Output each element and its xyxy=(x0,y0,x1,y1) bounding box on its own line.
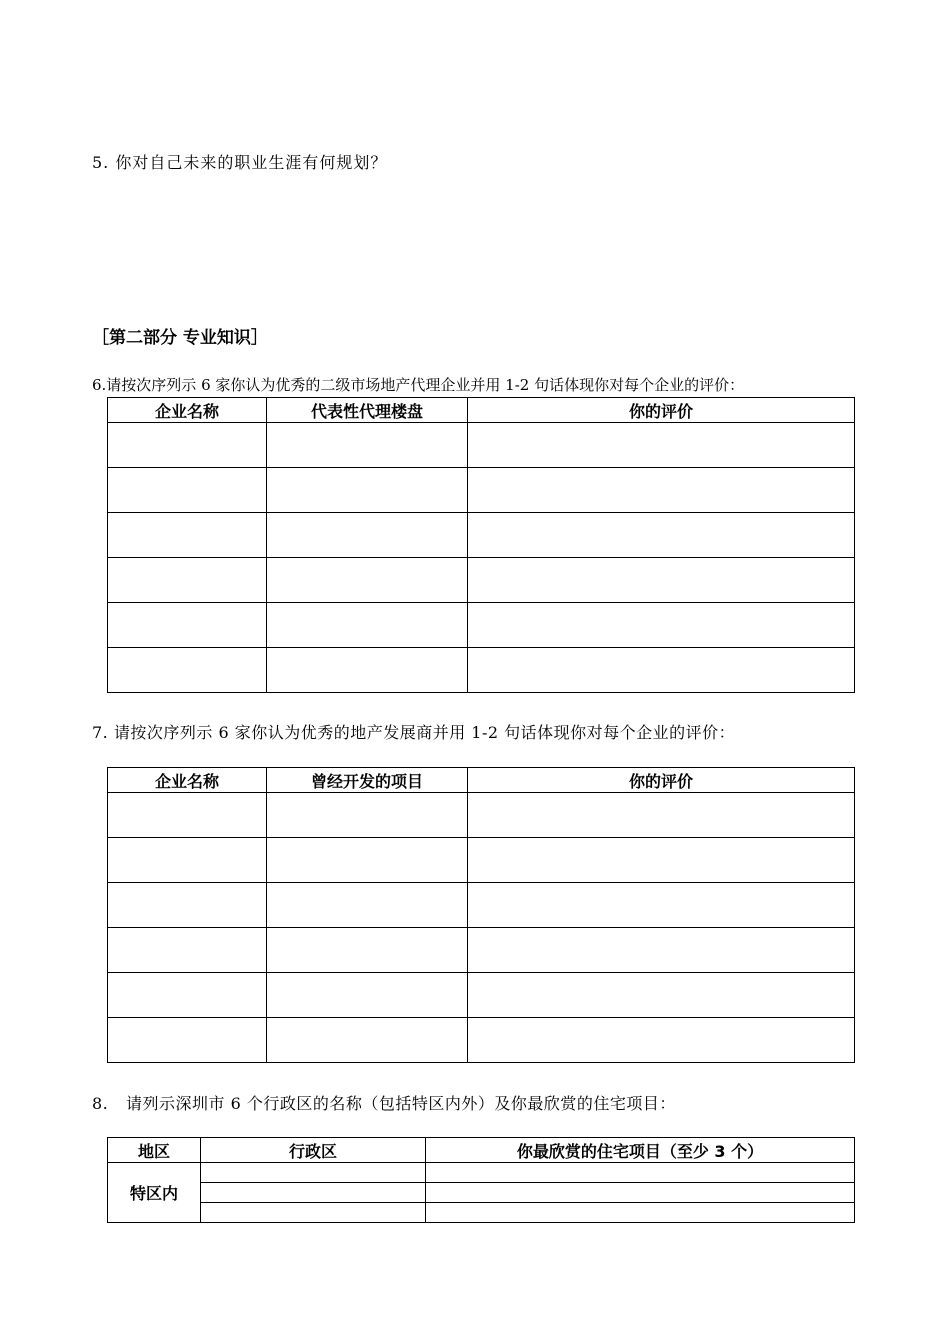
district-table xyxy=(107,1137,855,1223)
section-title: ［第二部分 专业知识］ xyxy=(92,328,268,348)
table-header-row xyxy=(108,768,855,793)
table-row xyxy=(108,1163,855,1183)
project-cell[interactable] xyxy=(267,1018,468,1063)
table-row xyxy=(108,423,855,468)
project-cell[interactable] xyxy=(267,838,468,883)
project-cell[interactable] xyxy=(267,513,468,558)
table-row xyxy=(108,928,855,973)
project-cell[interactable] xyxy=(267,928,468,973)
question-8-number: 8. xyxy=(92,1094,109,1113)
column-header-evaluation: 你的评价 xyxy=(468,398,855,423)
question-6: 6.请按次序列示 6 家你认为优秀的二级市场地产代理企业并用 1-2 句话体现你对每个企业的评价： xyxy=(92,376,745,394)
evaluation-cell[interactable] xyxy=(468,423,855,468)
evaluation-cell[interactable] xyxy=(468,648,855,693)
column-header-district: 行政区 xyxy=(201,1138,426,1163)
column-header-company: 企业名称 xyxy=(108,398,267,423)
project-cell[interactable] xyxy=(267,793,468,838)
column-header-region: 地区 xyxy=(108,1138,201,1163)
project-cell[interactable] xyxy=(267,423,468,468)
company-cell[interactable] xyxy=(108,793,267,838)
question-7: 7. 请按次序列示 6 家你认为优秀的地产发展商并用 1-2 句话体现你对每个企业的评价： xyxy=(92,723,736,742)
evaluation-cell[interactable] xyxy=(468,558,855,603)
project-cell[interactable] xyxy=(267,648,468,693)
project-cell[interactable] xyxy=(267,883,468,928)
project-cell[interactable] xyxy=(267,558,468,603)
district-cell[interactable] xyxy=(201,1163,426,1183)
agency-table xyxy=(107,397,855,693)
column-header-favorite-projects: 你最欣赏的住宅项目（至少 3 个） xyxy=(426,1138,855,1163)
evaluation-cell[interactable] xyxy=(468,838,855,883)
company-cell[interactable] xyxy=(108,973,267,1018)
evaluation-cell[interactable] xyxy=(468,513,855,558)
table-header-row xyxy=(108,398,855,423)
favorite-projects-cell[interactable] xyxy=(426,1183,855,1203)
company-cell[interactable] xyxy=(108,603,267,648)
table-row xyxy=(108,468,855,513)
column-header-company: 企业名称 xyxy=(108,768,267,793)
table-row xyxy=(108,1018,855,1063)
table-row xyxy=(108,793,855,838)
company-cell[interactable] xyxy=(108,928,267,973)
table-row xyxy=(108,1183,855,1203)
column-header-project: 代表性代理楼盘 xyxy=(267,398,468,423)
question-5: 5. 你对自己未来的职业生涯有何规划？ xyxy=(92,153,388,172)
table-row xyxy=(108,603,855,648)
evaluation-cell[interactable] xyxy=(468,928,855,973)
project-cell[interactable] xyxy=(267,468,468,513)
region-cell: 特区内 xyxy=(108,1163,201,1223)
project-cell[interactable] xyxy=(267,973,468,1018)
question-8-text: 请列示深圳市 6 个行政区的名称（包括特区内外）及你最欣赏的住宅项目： xyxy=(126,1094,676,1113)
evaluation-cell[interactable] xyxy=(468,883,855,928)
district-cell[interactable] xyxy=(201,1203,426,1223)
company-cell[interactable] xyxy=(108,648,267,693)
evaluation-cell[interactable] xyxy=(468,1018,855,1063)
question-8 xyxy=(92,1091,676,1114)
favorite-projects-cell[interactable] xyxy=(426,1163,855,1183)
favorite-projects-cell[interactable] xyxy=(426,1203,855,1223)
column-header-evaluation: 你的评价 xyxy=(468,768,855,793)
table-header-row xyxy=(108,1138,855,1163)
company-cell[interactable] xyxy=(108,423,267,468)
company-cell[interactable] xyxy=(108,558,267,603)
company-cell[interactable] xyxy=(108,1018,267,1063)
evaluation-cell[interactable] xyxy=(468,603,855,648)
table-row xyxy=(108,838,855,883)
evaluation-cell[interactable] xyxy=(468,973,855,1018)
company-cell[interactable] xyxy=(108,513,267,558)
evaluation-cell[interactable] xyxy=(468,793,855,838)
table-row xyxy=(108,513,855,558)
developer-table xyxy=(107,767,855,1063)
table-row xyxy=(108,558,855,603)
table-row xyxy=(108,648,855,693)
project-cell[interactable] xyxy=(267,603,468,648)
column-header-developed-projects: 曾经开发的项目 xyxy=(267,768,468,793)
district-cell[interactable] xyxy=(201,1183,426,1203)
company-cell[interactable] xyxy=(108,883,267,928)
table-row xyxy=(108,973,855,1018)
evaluation-cell[interactable] xyxy=(468,468,855,513)
table-row xyxy=(108,1203,855,1223)
company-cell[interactable] xyxy=(108,838,267,883)
company-cell[interactable] xyxy=(108,468,267,513)
table-row xyxy=(108,883,855,928)
